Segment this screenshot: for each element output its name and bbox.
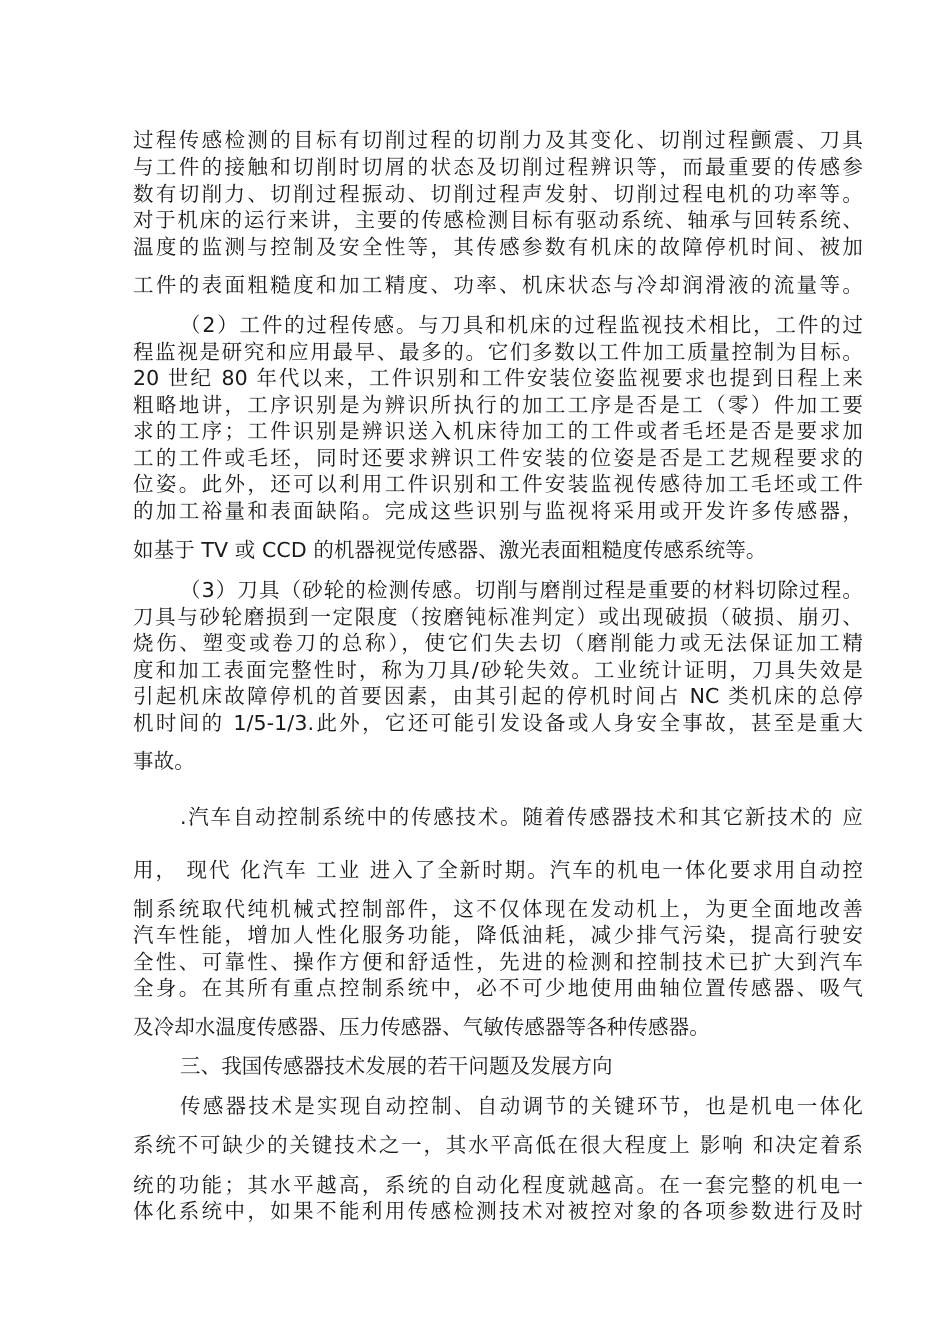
- text-line: 工件的表面粗糙度和加工精度、功率、机床状态与冷却润滑液的流量等。: [133, 273, 863, 297]
- text-line: 统的功能；其水平越高，系统的自动化程度就越高。在一套完整的机电一: [133, 1173, 863, 1197]
- text-line: 烧伤、塑变或卷刀的总称），使它们失去切（磨削能力或无法保证加工精: [133, 631, 863, 655]
- text-line: 温度的监测与控制及安全性等，其传感参数有机床的故障停机时间、被加: [133, 235, 863, 259]
- text-line: 如基于 TV 或 CCD 的机器视觉传感器、激光表面粗糙度传感系统等。: [133, 538, 767, 562]
- text-line: 引起机床故障停机的首要因素，由其引起的停机时间占 NC 类机床的总停: [133, 684, 863, 708]
- paragraph-start-line: .汽车自动控制系统中的传感技术。随着传感器技术和其它新技术的 应: [180, 805, 863, 829]
- text-line: 工的工件或毛坯，同时还要求辨识工件安装的位姿是否是工艺规程要求的: [133, 446, 863, 470]
- text-line: 体化系统中，如果不能利用传感检测技术对被控对象的各项参数进行及时: [133, 1199, 863, 1223]
- text-line: 全身。在其所有重点控制系统中，必不可少地使用曲轴位置传感器、吸气: [133, 976, 863, 1000]
- text-line: 粗略地讲，工序识别是为辨识所执行的加工工序是否是工（零）件加工要: [133, 393, 863, 417]
- paragraph-start-line: 传感器技术是实现自动控制、自动调节的关键环节，也是机电一体化: [180, 1094, 863, 1118]
- text-line: 20 世纪 80 年代以来，工件识别和工件安装位姿监视要求也提到日程上来: [133, 366, 863, 390]
- text-line: 汽车性能，增加人性化服务功能，降低油耗，减少排气污染，提高行驶安: [133, 923, 863, 947]
- text-line: 对于机床的运行来讲，主要的传感检测目标有驱动系统、轴承与回转系统、: [133, 208, 863, 232]
- text-line: 度和加工表面完整性时，称为刀具/砂轮失效。工业统计证明，刀具失效是: [133, 658, 863, 682]
- text-line: 事故。: [133, 749, 195, 773]
- text-line: 位姿。此外，还可以利用工件识别和工件安装监视传感待加工毛坯或工件: [133, 472, 863, 496]
- text-line: 的加工裕量和表面缺陷。完成这些识别与监视将采用或开发许多传感器，: [133, 499, 863, 523]
- text-line: 系统不可缺少的关键技术之一，其水平高低在很大程度上 影响 和决定着系: [133, 1133, 863, 1157]
- text-line: 机时间的 1/5-1/3.此外，它还可能引发设备或人身安全事故，甚至是重大: [133, 711, 863, 735]
- text-line: 全性、可靠性、操作方便和舒适性，先进的检测和控制技术已扩大到汽车: [133, 950, 863, 974]
- text-line: 制系统取代纯机械式控制部件，这不仅体现在发动机上，为更全面地改善: [133, 897, 863, 921]
- section-heading: 三、我国传感器技术发展的若干问题及发展方向: [180, 1054, 613, 1078]
- paragraph-start-line: （3）刀具（砂轮的检测传感。切削与磨削过程是重要的材料切除过程。: [180, 578, 863, 602]
- text-line: 及冷却水温度传感器、压力传感器、气敏传感器等各种传感器。: [133, 1015, 710, 1039]
- paragraph-start-line: （2）工件的过程传感。与刀具和机床的过程监视技术相比，工件的过: [180, 313, 863, 337]
- text-line: 用， 现代 化汽车 工业 进入了全新时期。汽车的机电一体化要求用自动控: [133, 858, 863, 882]
- text-line: 刀具与砂轮磨损到一定限度（按磨钝标准判定）或出现破损（破损、崩刃、: [133, 605, 863, 629]
- text-line: 求的工序；工件识别是辨识送入机床待加工的工件或者毛坯是否是要求加: [133, 419, 863, 443]
- text-line: 程监视是研究和应用最早、最多的。它们多数以工件加工质量控制为目标。: [133, 340, 863, 364]
- text-line: 与工件的接触和切削时切屑的状态及切削过程辨识等，而最重要的传感参: [133, 155, 863, 179]
- text-line: 数有切削力、切削过程振动、切削过程声发射、切削过程电机的功率等。: [133, 182, 863, 206]
- text-line: 过程传感检测的目标有切削过程的切削力及其变化、切削过程颤震、刀具: [133, 128, 863, 152]
